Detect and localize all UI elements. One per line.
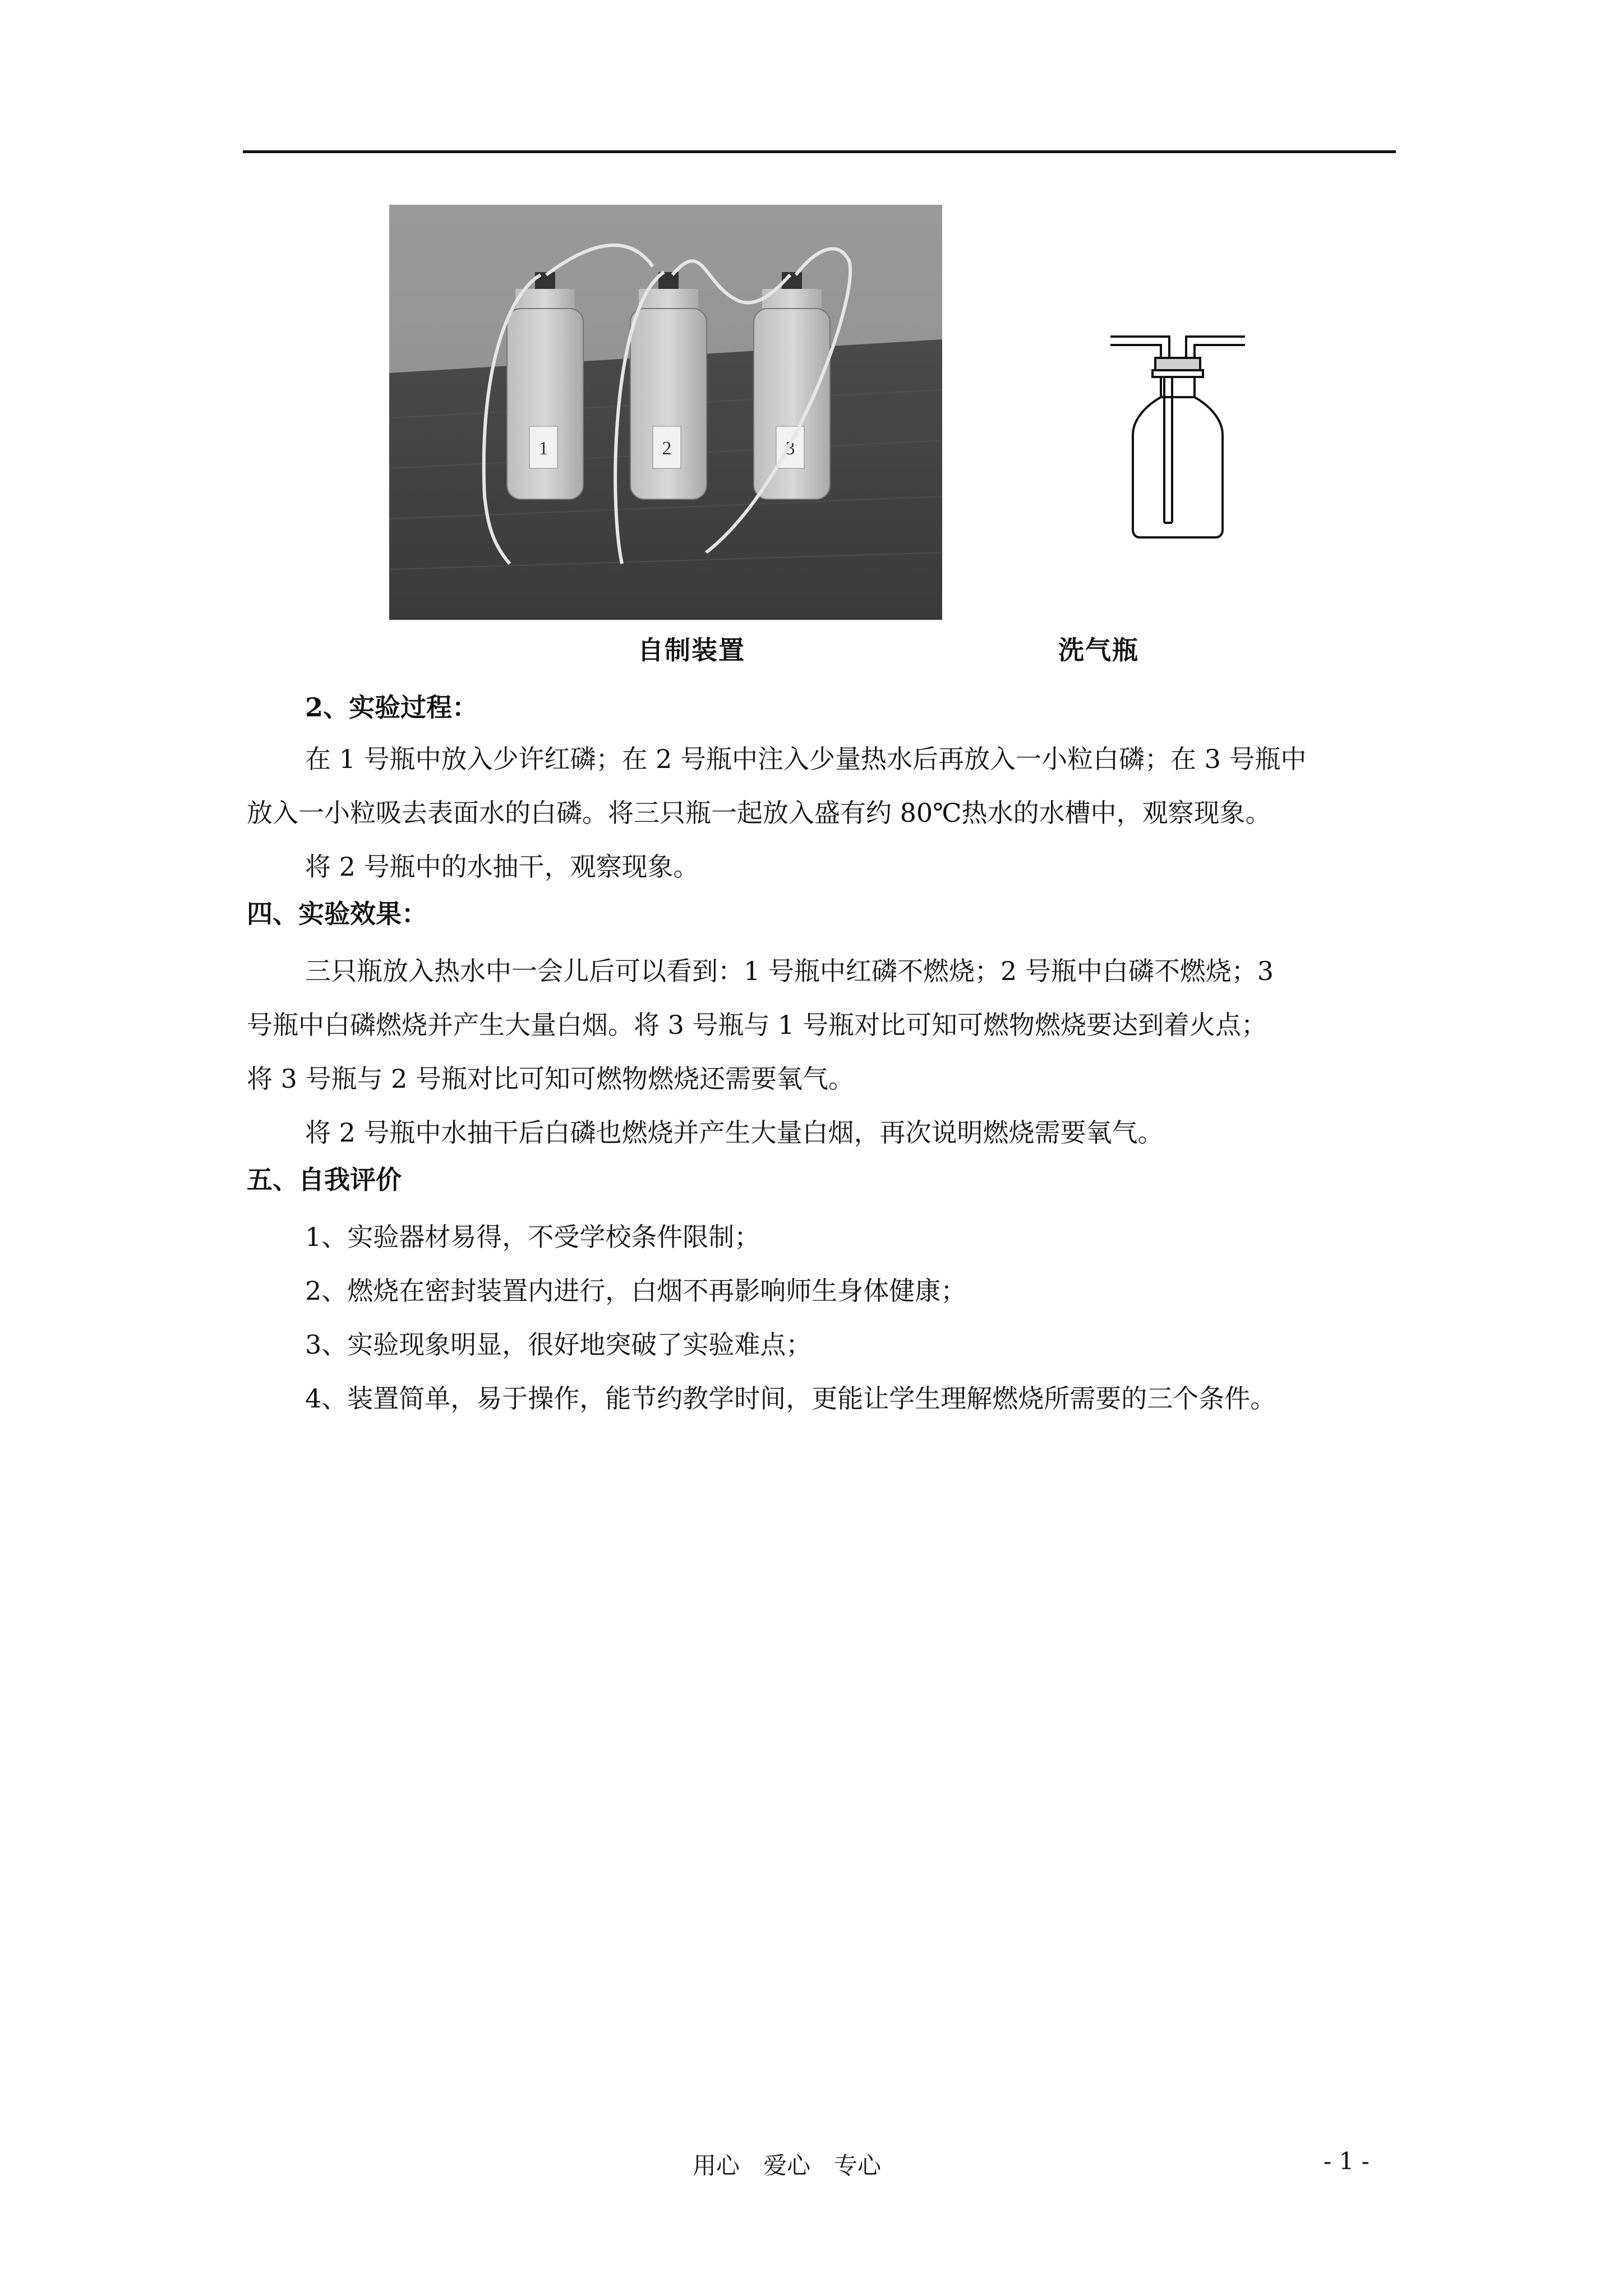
process-para1-line2: 放入一小粒吸去表面水的白磷。将三只瓶一起放入盛有约 80℃热水的水槽中，观察现象。 (247, 798, 1271, 828)
process-heading (305, 687, 478, 724)
eval-heading: 五、自我评价 (247, 1165, 402, 1195)
bottle-1-label: 1 (538, 438, 548, 459)
page-number: - 1 - (1324, 2147, 1370, 2175)
process-para1-line1: 在 1 号瓶中放入少许红磷；在 2 号瓶中注入少量热水后再放入一小粒白磷；在 3 号瓶中 (305, 744, 1307, 774)
eval-item-1: 1、实验器材易得，不受学校条件限制； (305, 1222, 760, 1252)
eval-item-2: 2、燃烧在密封装置内进行，白烟不再影响师生身体健康； (305, 1276, 967, 1306)
effect-para2: 将 2 号瓶中水抽干后白磷也燃烧并产生大量白烟，再次说明燃烧需要氧气。 (305, 1117, 1164, 1148)
bottle-1 (507, 272, 583, 499)
effect-para1-line3: 将 3 号瓶与 2 号瓶对比可知可燃物燃烧还需要氧气。 (247, 1064, 855, 1094)
bottle-3-label: 3 (785, 438, 795, 459)
gas-washing-bottle-diagram (1110, 314, 1245, 550)
caption-gas-bottle: 洗气瓶 (1058, 635, 1139, 665)
effect-para1-line2: 号瓶中白磷燃烧并产生大量白烟。将 3 号瓶与 1 号瓶对比可知可燃物燃烧要达到着火点； (247, 1010, 1267, 1040)
process-heading-text: 2、实验过程： (305, 692, 478, 723)
eval-item-4: 4、装置简单，易于操作，能节约教学时间，更能让学生理解燃烧所需要的三个条件。 (305, 1383, 1276, 1414)
caption-apparatus: 自制装置 (638, 635, 745, 665)
effect-heading: 四、实验效果： (247, 899, 427, 929)
apparatus-photo (389, 205, 942, 620)
process-para2: 将 2 号瓶中的水抽干，观察现象。 (305, 852, 699, 882)
header-rule (243, 150, 1396, 153)
bottle-2-label: 2 (662, 438, 672, 459)
footer-motto: 用心 爱心 专心 (693, 2152, 882, 2179)
eval-item-3: 3、实验现象明显，很好地突破了实验难点； (305, 1329, 812, 1360)
effect-para1-line1: 三只瓶放入热水中一会儿后可以看到：1 号瓶中红磷不燃烧；2 号瓶中白磷不燃烧；3 (305, 956, 1274, 986)
